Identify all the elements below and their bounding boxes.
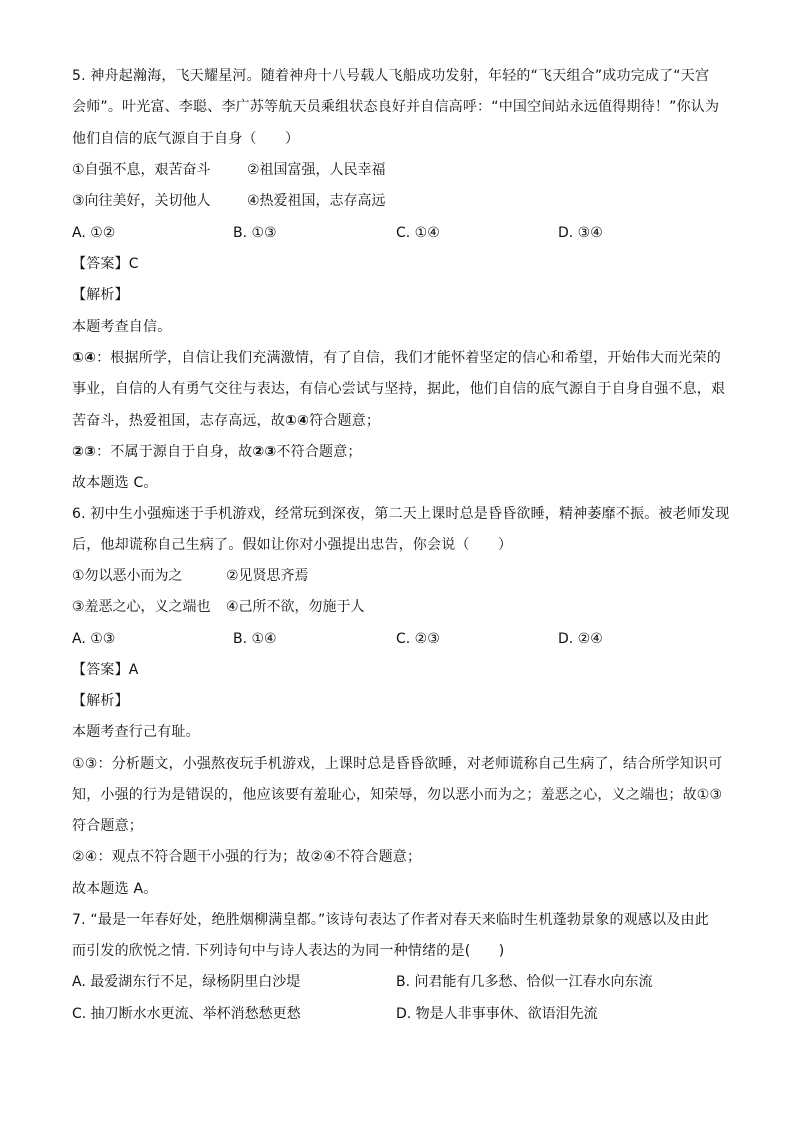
q5-analysis-line-3: 事业，自信的人有勇气交往与表达，有信心尝试与坚持，据此，他们自信的底气源自于自身自强不息，艰 <box>72 381 726 397</box>
q5-answer: 【答案】C <box>72 256 139 272</box>
q5-analysis-label: 【解析】 <box>72 287 129 303</box>
q5-item-4: ④热爱祖国，志存高远 <box>247 193 386 209</box>
q7-option-a: A. 最爱湖东行不足，绿杨阴里白沙堤 <box>72 974 301 990</box>
q6-item-1: ①勿以恶小而为之 <box>72 568 183 584</box>
q7-option-b: B. 问君能有几多愁、恰似一江春水向东流 <box>396 974 653 990</box>
q5-analysis-text: ：根据所学，自信让我们充满激情，有了自信，我们才能怀着坚定的信心和希望，开始伟大而光荣的 <box>96 350 721 366</box>
q5-analysis-text: 符合题意； <box>309 413 381 429</box>
q6-item-2: ②见贤思齐焉 <box>226 568 309 584</box>
q6-item-4: ④己所不欲，勿施于人 <box>226 599 365 615</box>
q6-option-b: B. ①④ <box>233 631 277 647</box>
q5-option-b: B. ①③ <box>233 225 277 241</box>
q5-conclusion: 故本题选 C。 <box>72 475 158 491</box>
q5-option-d: D. ③④ <box>558 225 603 241</box>
q5-analysis-text: 不符合题意； <box>276 444 362 460</box>
q5-option-c: C. ①④ <box>396 225 440 241</box>
q6-conclusion: 故本题选 A。 <box>72 881 158 897</box>
q6-answer: 【答案】A <box>72 662 139 678</box>
q6-option-c: C. ②③ <box>396 631 440 647</box>
q7-option-c: C. 抽刀断水水更流、举杯消愁愁更愁 <box>72 1006 301 1022</box>
q7-stem-line-1: 7. “最是一年春好处，绝胜烟柳满皇都。”该诗句表达了作者对春天来临时生机蓬勃景象的观感以及由此 <box>72 912 709 928</box>
q5-analysis-ref: ②③ <box>252 444 277 460</box>
q5-analysis-ref: ②③ <box>72 444 97 460</box>
q6-analysis-line-5: ②④：观点不符合题干小强的行为；故②④不符合题意； <box>72 849 422 865</box>
q5-analysis-line-4 <box>72 412 380 430</box>
q6-option-a: A. ①③ <box>72 631 116 647</box>
q5-analysis-text: ：不属于源自于自身，故 <box>96 444 253 460</box>
q5-item-3: ③向往美好，关切他人 <box>72 193 211 209</box>
q6-option-d: D. ②④ <box>558 631 603 647</box>
q7-option-d: D. 物是人非事事休、欲语泪先流 <box>396 1006 598 1022</box>
q6-analysis-line-2: ①③：分析题文，小强熬夜玩手机游戏，上课时总是昏昏欲睡，对老师谎称自己生病了，结合所学知识可 <box>72 756 723 772</box>
q5-stem-line-2: 会师”。叶光富、李聪、李广苏等航天员乘组状态良好并自信高呼：“中国空间站永远值得期待！”你认为 <box>72 99 720 115</box>
q7-stem-line-2: 而引发的欣悦之情. 下列诗句中与诗人表达的为同一种情绪的是( ) <box>72 943 505 959</box>
q6-stem-line-2: 后，他却谎称自己生病了。假如让你对小强提出忠告，你会说（ ） <box>72 537 513 553</box>
q5-option-a: A. ①② <box>72 225 116 241</box>
q5-item-2: ②祖国富强，人民幸福 <box>247 162 386 178</box>
q6-analysis-line-4: 符合题意； <box>72 818 143 834</box>
q5-analysis-text: 苦奋斗，热爱祖国，志存高远，故 <box>72 413 285 429</box>
q5-stem-line-1: 5. 神舟起瀚海，飞天耀星河。随着神舟十八号载人飞船成功发射，年轻的“飞天组合”成功完成了“天宫 <box>72 68 710 84</box>
q6-stem-line-1: 6. 初中生小强痴迷于手机游戏，经常玩到深夜，第二天上课时总是昏昏欲睡，精神萎靡不振。被老师发现 <box>72 506 730 522</box>
q5-analysis-line-1: 本题考查自信。 <box>72 319 172 335</box>
q5-analysis-ref: ①④ <box>72 350 97 366</box>
q6-item-3: ③羞恶之心，义之端也 <box>72 599 211 615</box>
q5-analysis-line-2 <box>72 349 721 367</box>
q5-stem-line-3: 他们自信的底气源自于自身（ ） <box>72 131 300 147</box>
q5-item-1: ①自强不息，艰苦奋斗 <box>72 162 211 178</box>
q5-analysis-line-5 <box>72 443 362 461</box>
q5-analysis-ref: ①④ <box>285 413 310 429</box>
q6-analysis-label: 【解析】 <box>72 693 129 709</box>
q6-analysis-line-1: 本题考查行己有耻。 <box>72 724 200 740</box>
q6-analysis-line-3: 知，小强的行为是错误的，他应该要有羞耻心，知荣辱，勿以恶小而为之；羞恶之心，义之端也；故①③ <box>72 787 723 803</box>
